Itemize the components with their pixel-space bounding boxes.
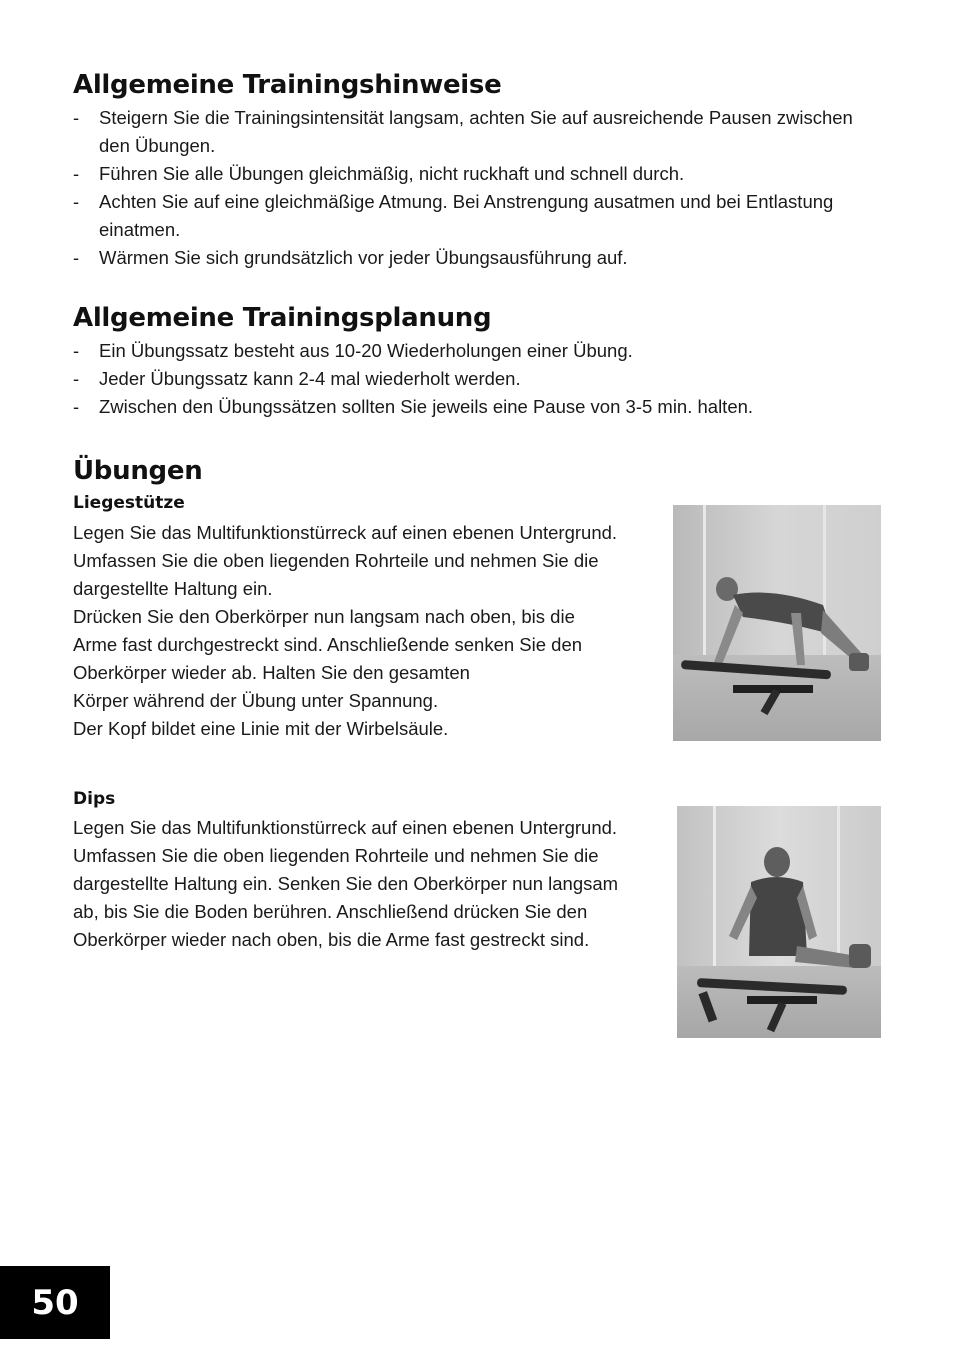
exercise-text-liegestuetze (73, 519, 617, 743)
exercise-title-dips: Dips (73, 789, 116, 809)
text-line: dargestellte Haltung ein. Senken Sie den Oberkörper nun langsam (73, 873, 619, 894)
list-item: - Führen Sie alle Übungen gleichmäßig, nicht ruckhaft und schnell durch. (73, 160, 853, 188)
text-line: Der Kopf bildet eine Linie mit der Wirbelsäule. (73, 718, 449, 739)
text-line: Drücken Sie den Oberkörper nun langsam nach oben, bis die (73, 606, 575, 627)
exercise-title-liegestuetze: Liegestütze (73, 493, 185, 513)
page-number-box (0, 1266, 110, 1339)
list-item: - Achten Sie auf eine gleichmäßige Atmung. Bei Anstrengung ausatmen und bei Entlastung einatmen. (73, 188, 853, 244)
text-line: dargestellte Haltung ein. (73, 578, 273, 599)
dips-photo (677, 806, 881, 1038)
text-line: Legen Sie das Multifunktionstürreck auf einen ebenen Untergrund. (73, 817, 618, 838)
section-title-trainingsplanung: Allgemeine Trainingsplanung (73, 303, 492, 333)
trainingsplanung-list (73, 337, 853, 421)
list-item: - Jeder Übungssatz kann 2-4 mal wiederholt werden. (73, 365, 853, 393)
text-line: Legen Sie das Multifunktionstürreck auf einen ebenen Untergrund. (73, 522, 618, 543)
text-line: ab, bis Sie die Boden berühren. Anschließend drücken Sie den (73, 901, 588, 922)
text-line: Körper während der Übung unter Spannung. (73, 690, 439, 711)
text-line: Oberkörper wieder nach oben, bis die Arme fast gestreckt sind. (73, 929, 590, 950)
section-title-trainingshinweise: Allgemeine Trainingshinweise (73, 70, 502, 100)
pushup-photo (673, 505, 881, 741)
text-line: Arme fast durchgestreckt sind. Anschließende senken Sie den (73, 634, 583, 655)
page-number: 50 (31, 1282, 79, 1323)
list-item: - Wärmen Sie sich grundsätzlich vor jeder Übungsausführung auf. (73, 244, 853, 272)
text-line: Umfassen Sie die oben liegenden Rohrteile und nehmen Sie die (73, 550, 599, 571)
list-item: - Zwischen den Übungssätzen sollten Sie jeweils eine Pause von 3-5 min. halten. (73, 393, 853, 421)
list-item: - Ein Übungssatz besteht aus 10-20 Wiederholungen einer Übung. (73, 337, 853, 365)
text-line: Oberkörper wieder ab. Halten Sie den gesamten (73, 662, 470, 683)
exercise-text-dips (73, 814, 618, 954)
list-item: - Steigern Sie die Trainingsintensität langsam, achten Sie auf ausreichende Pausen zwischen den Übungen. (73, 104, 853, 160)
section-title-uebungen: Übungen (73, 456, 203, 486)
trainingshinweise-list (73, 104, 853, 272)
text-line: Umfassen Sie die oben liegenden Rohrteile und nehmen Sie die (73, 845, 599, 866)
